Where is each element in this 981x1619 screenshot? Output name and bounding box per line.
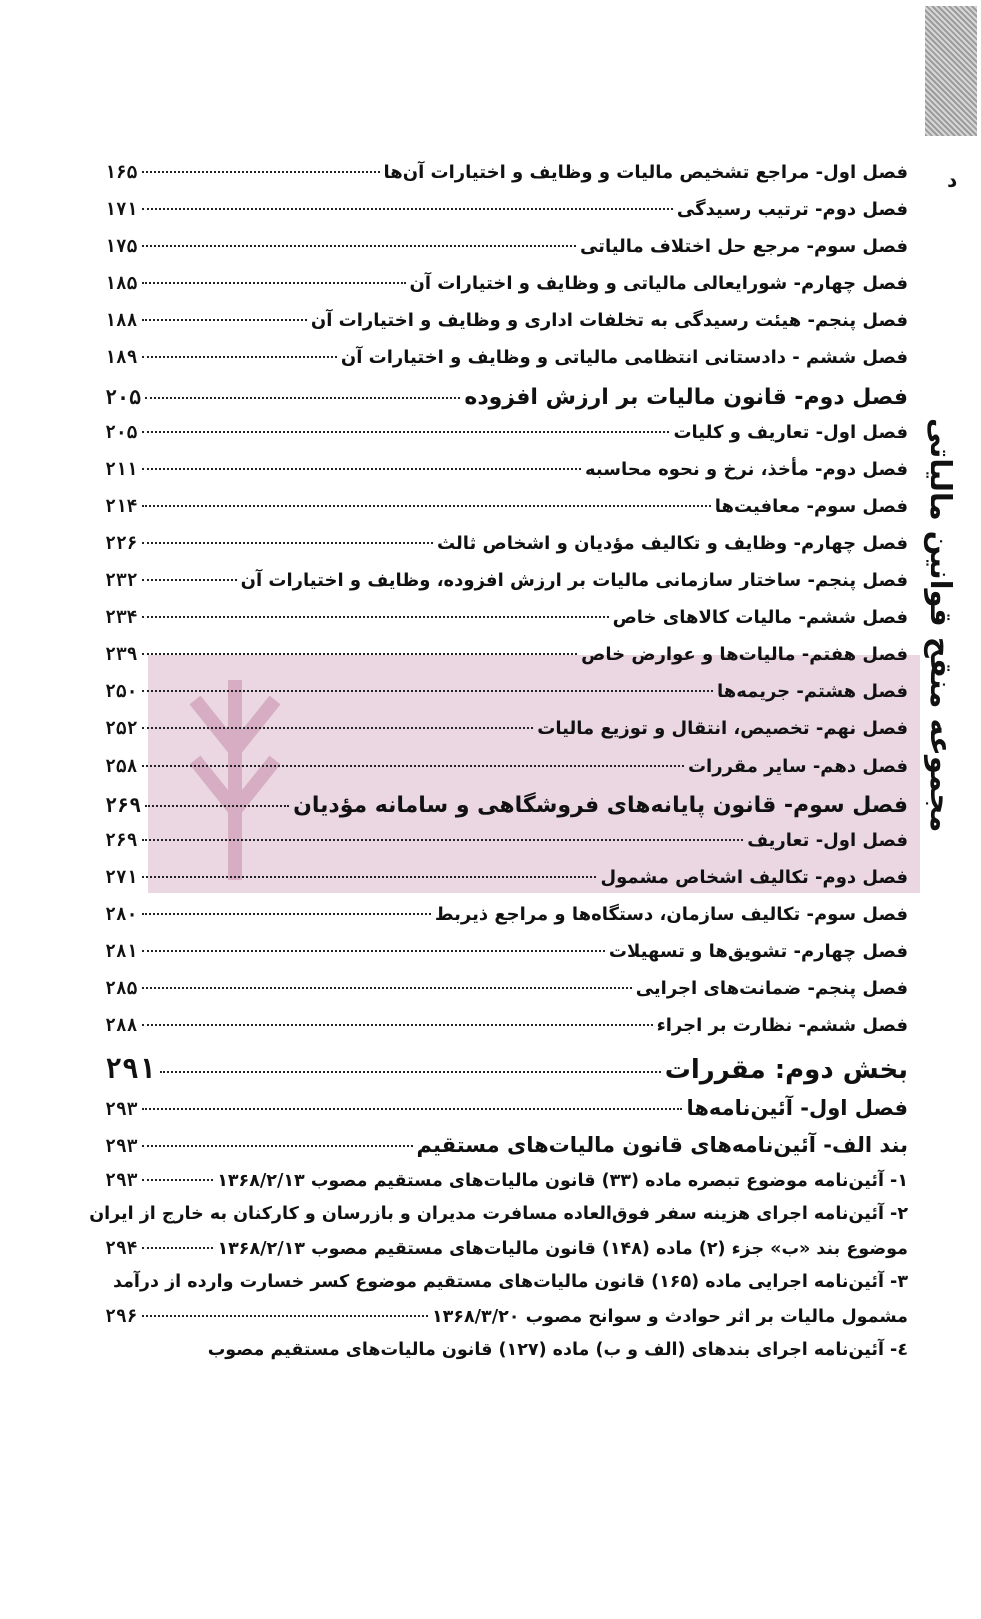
- dot-leader: [145, 805, 289, 807]
- toc-entry: [105, 459, 908, 496]
- toc-entry-page: ۲۶۹: [105, 829, 138, 851]
- dot-leader: [142, 1145, 413, 1147]
- toc-entry-page: ۲۱۴: [105, 495, 138, 517]
- toc-entry: [105, 162, 908, 199]
- toc-entry-title: فصل چهارم- شورایعالی مالیاتی و وظایف و اختیارات آن: [409, 273, 908, 295]
- toc-entry-title: فصل سوم- قانون پایانه‌های فروشگاهی و سامانه مؤدیان: [293, 792, 908, 818]
- dot-leader: [142, 1247, 214, 1249]
- toc-entry-title: فصل اول- تعاریف و کلیات: [673, 421, 908, 443]
- toc-entry-title: فصل دوم- قانون مالیات بر ارزش افزوده: [464, 384, 908, 410]
- toc-entry: [105, 570, 908, 607]
- toc-entry-page: ۲۹۳: [105, 1136, 138, 1158]
- dot-leader: [142, 542, 433, 544]
- toc-entry-title: بخش دوم: مقررات: [664, 1055, 908, 1086]
- toc-entry-page: ۱۸۵: [105, 273, 138, 295]
- toc-entry: [105, 718, 908, 755]
- toc-item-text: موضوع بند «ب» جزء (۲) ماده (۱۴۸) قانون مالیات‌های مستقیم مصوب ۱۳۶۸/۲/۱۳: [217, 1239, 908, 1260]
- toc-entry-page: ۲۸۰: [105, 903, 138, 925]
- toc-entry: [105, 1052, 908, 1096]
- table-of-contents: [89, 162, 908, 1374]
- toc-entry: [105, 941, 908, 978]
- dot-leader: [142, 208, 673, 210]
- toc-entry: [105, 385, 908, 422]
- toc-entry: [105, 422, 908, 459]
- toc-item-page: ۲۹۳: [105, 1170, 138, 1192]
- page-corner-letter: د: [947, 168, 958, 192]
- toc-entry-title: فصل سوم- معافیت‌ها: [714, 495, 908, 517]
- toc-entry: [105, 236, 908, 273]
- dot-leader: [142, 1024, 653, 1026]
- toc-entry-page: ۲۳۲: [105, 570, 138, 592]
- toc-entry-title: فصل هفتم- مالیات‌ها و عوارض خاص: [581, 644, 908, 666]
- toc-entry-title: فصل ششم- نظارت بر اجراء: [656, 1015, 908, 1037]
- toc-entry-page: ۲۶۹: [105, 792, 142, 817]
- toc-entry-page: ۱۷۱: [105, 199, 138, 221]
- toc-entry-page: ۲۷۱: [105, 866, 138, 888]
- toc-entry-page: ۲۳۹: [105, 644, 138, 666]
- dot-leader: [142, 653, 578, 655]
- toc-entry-page: ۲۵۸: [105, 755, 138, 777]
- dot-leader: [142, 319, 307, 321]
- toc-item-text: ۱- آئین‌نامه موضوع تبصره ماده (۳۳) قانون مالیات‌های مستقیم مصوب ۱۳۶۸/۲/۱۳: [217, 1171, 908, 1192]
- toc-entry-page: ۱۷۵: [105, 236, 138, 258]
- toc-entry: [105, 310, 908, 347]
- dot-leader: [142, 579, 237, 581]
- toc-entry-page: ۲۰۵: [105, 421, 138, 443]
- toc-entry-page: ۲۲۶: [105, 532, 138, 554]
- dot-leader: [142, 282, 406, 284]
- toc-entry-title: فصل اول- تعاریف: [747, 829, 908, 851]
- toc-entry-title: فصل چهارم- وظایف و تکالیف مؤدیان و اشخاص ثالث: [436, 532, 908, 554]
- toc-entry-page: ۲۳۴: [105, 607, 138, 629]
- toc-entry-title: فصل چهارم- تشویق‌ها و تسهیلات: [608, 940, 908, 962]
- toc-entry-title: فصل هشتم- جریمه‌ها: [716, 681, 908, 703]
- toc-entry: [105, 607, 908, 644]
- toc-item-page: ۲۹۶: [105, 1306, 138, 1328]
- toc-entry-title: بند الف- آئین‌نامه‌های قانون مالیات‌های مستقیم: [416, 1133, 908, 1158]
- toc-entry-page: ۲۹۱: [105, 1052, 156, 1086]
- dot-leader: [142, 987, 632, 989]
- toc-entry: [105, 978, 908, 1015]
- toc-entry: [105, 1096, 908, 1133]
- dot-leader: [142, 468, 581, 470]
- toc-entry-title: فصل سوم- مرجع حل اختلاف مالیاتی: [579, 236, 908, 258]
- dot-leader: [145, 397, 460, 399]
- toc-entry-title: فصل ششم- مالیات کالاهای خاص: [612, 607, 908, 629]
- toc-entry: [105, 867, 908, 904]
- toc-entry-page: ۲۹۳: [105, 1099, 138, 1121]
- toc-entry-page: ۱۸۹: [105, 347, 138, 369]
- toc-entry-title: فصل دوم- ترتیب رسیدگی: [676, 199, 908, 221]
- toc-entry-title: فصل پنجم- هیئت رسیدگی به تخلفات اداری و وظایف و اختیارات آن: [310, 310, 908, 332]
- toc-item-page: ۲۹۴: [105, 1238, 138, 1260]
- toc-entry-page: ۲۰۵: [105, 384, 142, 409]
- toc-item: [105, 1238, 908, 1272]
- toc-entry-page: ۲۸۱: [105, 940, 138, 962]
- dot-leader: [142, 1315, 428, 1317]
- dot-leader: [142, 765, 684, 767]
- dot-leader: [142, 876, 597, 878]
- dot-leader: [142, 245, 576, 247]
- dot-leader: [142, 913, 431, 915]
- toc-entry-page: ۱۶۵: [105, 162, 138, 183]
- toc-entry-title: فصل سوم- تکالیف سازمان، دستگاه‌ها و مراجع ذیربط: [434, 903, 908, 925]
- dot-leader: [142, 616, 609, 618]
- toc-entry-title: فصل دوم- مأخذ، نرخ و نحوه محاسبه: [585, 458, 908, 480]
- toc-item: [105, 1170, 908, 1204]
- dot-leader: [142, 690, 713, 692]
- dot-leader: [142, 727, 534, 729]
- toc-entry: [105, 830, 908, 867]
- toc-entry-title: فصل ششم - دادستانی انتظامی مالیاتی و وظایف و اختیارات آن: [340, 347, 908, 369]
- dot-leader: [142, 1179, 214, 1181]
- toc-entry: [105, 1015, 908, 1052]
- toc-entry: [105, 904, 908, 941]
- toc-entry-page: ۲۸۸: [105, 1015, 138, 1037]
- toc-entry-title: فصل اول- آئین‌نامه‌ها: [686, 1096, 908, 1121]
- toc-entry-page: ۲۱۱: [105, 458, 138, 480]
- toc-entry: [105, 533, 908, 570]
- toc-entry: [105, 496, 908, 533]
- scan-edge-texture: [925, 6, 977, 136]
- dot-leader: [142, 431, 670, 433]
- toc-entry: [105, 273, 908, 310]
- toc-entry-title: فصل دهم- سایر مقررات: [687, 755, 908, 777]
- toc-entry-title: فصل پنجم- ساختار سازمانی مالیات بر ارزش افزوده، وظایف و اختیارات آن: [240, 570, 908, 592]
- toc-entry-page: ۱۸۸: [105, 310, 138, 332]
- toc-entry: [105, 199, 908, 236]
- toc-item-text: مشمول مالیات بر اثر حوادث و سوانح مصوب ۱۳۶۸/۳/۲۰: [431, 1307, 908, 1328]
- dot-leader: [142, 950, 605, 952]
- book-side-title: مجموعه منقح قوانین مالیاتی: [924, 417, 958, 833]
- toc-entry: [105, 756, 908, 793]
- toc-entry: [105, 793, 908, 830]
- dot-leader: [142, 839, 744, 841]
- toc-entry-page: ۲۸۵: [105, 978, 138, 1000]
- toc-entry: [105, 1133, 908, 1170]
- toc-entry-page: ۲۵۲: [105, 718, 138, 740]
- dot-leader: [142, 171, 380, 173]
- toc-entry-title: فصل اول- مراجع تشخیص مالیات و وظایف و اختیارات آن‌ها: [383, 162, 908, 183]
- toc-entry-title: فصل پنجم- ضمانت‌های اجرایی: [635, 978, 908, 1000]
- dot-leader: [142, 505, 711, 507]
- dot-leader: [142, 356, 337, 358]
- toc-entry-page: ۲۵۰: [105, 681, 138, 703]
- dot-leader: [160, 1071, 661, 1073]
- toc-entry: [105, 347, 908, 384]
- toc-entry-title: فصل دوم- تکالیف اشخاص مشمول: [600, 866, 908, 888]
- toc-entry-title: فصل نهم- تخصیص، انتقال و توزیع مالیات: [537, 718, 908, 740]
- toc-entry: [105, 681, 908, 718]
- toc-item-line: ٤- آئین‌نامه اجرای بندهای (الف و ب) ماده (۱۲۷) قانون مالیات‌های مستقیم مصوب: [207, 1340, 908, 1361]
- dot-leader: [142, 1108, 683, 1110]
- toc-entry: [105, 644, 908, 681]
- toc-item-line: ۲- آئین‌نامه اجرای هزینه سفر فوق‌العاده مسافرت مدیران و بازرسان و کارکنان به خارج از ایران: [89, 1204, 908, 1225]
- toc-item-line: ۳- آئین‌نامه اجرایی ماده (۱۶۵) قانون مالیات‌های مستقیم موضوع کسر خسارت وارده از درآمد: [112, 1272, 908, 1293]
- toc-item: [105, 1306, 908, 1340]
